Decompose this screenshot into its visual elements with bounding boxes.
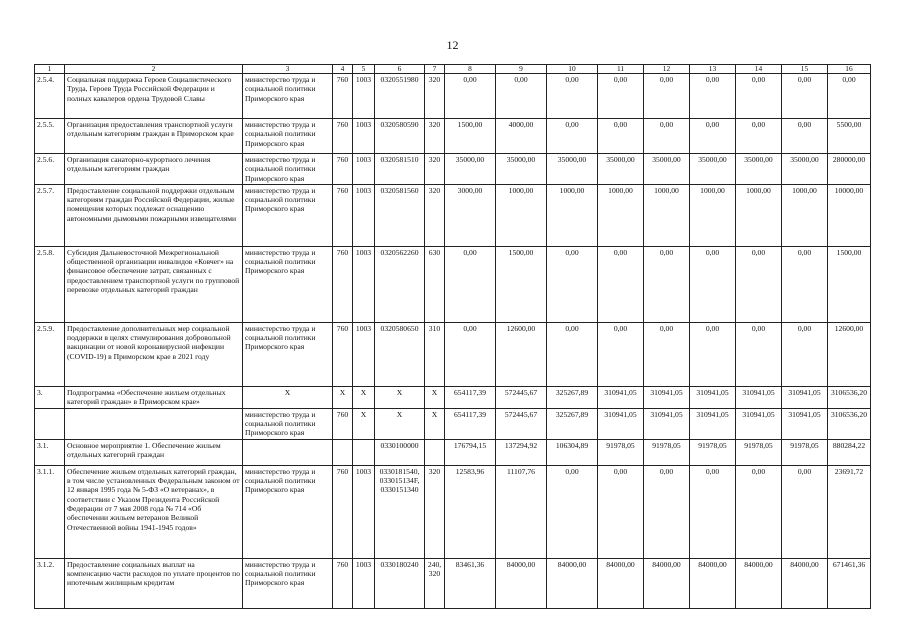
value-cell: 0,00: [736, 465, 782, 558]
row-number-cell: 3.1.: [35, 439, 65, 465]
row-number-cell: 2.5.4.: [35, 74, 65, 119]
value-cell: 0,00: [547, 119, 598, 154]
value-cell: 310941,05: [782, 386, 828, 408]
responsible-cell: министерство труда и социальной политики Приморского края: [243, 322, 333, 386]
value-cell: 0,00: [690, 322, 736, 386]
value-cell: 0,00: [644, 465, 690, 558]
value-cell: 320: [425, 184, 445, 246]
responsible-cell: министерство труда и социальной политики Приморского края: [243, 465, 333, 558]
value-cell: 1000,00: [598, 184, 644, 246]
value-cell: 0,00: [690, 246, 736, 322]
description-cell: Предоставление социальной поддержки отдельным категориям граждан Российской Федерации, жилые помещения которых подлежат оснащению автономными дымовыми пожарными извещателями: [65, 184, 243, 246]
responsible-cell: [243, 439, 333, 465]
value-cell: Х: [375, 386, 425, 408]
responsible-cell: министерство труда и социальной политики Приморского края: [243, 154, 333, 185]
table-row: [35, 386, 871, 408]
header-cell: 4: [333, 65, 353, 74]
value-cell: 1500,00: [445, 119, 496, 154]
value-cell: 880284,22: [828, 439, 871, 465]
table-row: [35, 465, 871, 558]
value-cell: 5500,00: [828, 119, 871, 154]
row-number-cell: 2.5.7.: [35, 184, 65, 246]
value-cell: 0,00: [598, 74, 644, 119]
value-cell: 1003: [353, 119, 375, 154]
value-cell: 23691,72: [828, 465, 871, 558]
value-cell: 0320580650: [375, 322, 425, 386]
value-cell: 1000,00: [644, 184, 690, 246]
value-cell: 0,00: [736, 246, 782, 322]
value-cell: 12583,96: [445, 465, 496, 558]
value-cell: 1003: [353, 322, 375, 386]
value-cell: 91978,05: [736, 439, 782, 465]
table-row: [35, 154, 871, 185]
value-cell: 310941,05: [644, 408, 690, 439]
description-cell: Обеспечение жильем отдельных категорий граждан, в том числе установленных Федеральным законом от 12 января 1995 года № 5-ФЗ «О ветеранах», в соответствии с Указом Президента Российской Федерации от 7 мая 2008 года № 714 «Об обеспечении жильем ветеранов Великой Отечественной войны 1941-1945 годов»: [65, 465, 243, 558]
value-cell: 0,00: [644, 246, 690, 322]
value-cell: 12600,00: [828, 322, 871, 386]
value-cell: 137294,92: [496, 439, 547, 465]
value-cell: 0320562260: [375, 246, 425, 322]
value-cell: 760: [333, 119, 353, 154]
value-cell: 760: [333, 558, 353, 608]
value-cell: 0,00: [547, 465, 598, 558]
value-cell: 0,00: [598, 465, 644, 558]
header-cell: 10: [547, 65, 598, 74]
header-cell: 15: [782, 65, 828, 74]
value-cell: 3000,00: [445, 184, 496, 246]
value-cell: 0,00: [736, 322, 782, 386]
value-cell: 0,00: [690, 119, 736, 154]
value-cell: 84000,00: [547, 558, 598, 608]
value-cell: 1003: [353, 74, 375, 119]
value-cell: 0,00: [496, 74, 547, 119]
responsible-cell: министерство труда и социальной политики Приморского края: [243, 246, 333, 322]
value-cell: 84000,00: [598, 558, 644, 608]
value-cell: 0,00: [828, 74, 871, 119]
value-cell: 0,00: [644, 322, 690, 386]
description-cell: Подпрограмма «Обеспечение жильем отдельных категорий граждан» в Приморском крае»: [65, 386, 243, 408]
value-cell: [425, 439, 445, 465]
value-cell: 91978,05: [782, 439, 828, 465]
responsible-cell: министерство труда и социальной политики Приморского края: [243, 119, 333, 154]
value-cell: 760: [333, 74, 353, 119]
value-cell: 106304,89: [547, 439, 598, 465]
value-cell: 0,00: [547, 246, 598, 322]
description-cell: Организация предоставления транспортной услуги отдельным категориям граждан в Приморском крае: [65, 119, 243, 154]
value-cell: 0,00: [598, 322, 644, 386]
value-cell: 0,00: [598, 246, 644, 322]
header-cell: 16: [828, 65, 871, 74]
table-row: [35, 74, 871, 119]
value-cell: 572445,67: [496, 386, 547, 408]
value-cell: 0330180240: [375, 558, 425, 608]
value-cell: 572445,67: [496, 408, 547, 439]
value-cell: Х: [353, 408, 375, 439]
value-cell: 0,00: [736, 74, 782, 119]
value-cell: 35000,00: [736, 154, 782, 185]
value-cell: Х: [375, 408, 425, 439]
value-cell: 35000,00: [644, 154, 690, 185]
row-number-cell: [35, 408, 65, 439]
header-cell: 6: [375, 65, 425, 74]
value-cell: 0,00: [736, 119, 782, 154]
description-cell: Основное мероприятие 1. Обеспечение жильем отдельных категорий граждан: [65, 439, 243, 465]
table-row: [35, 558, 871, 608]
value-cell: 310941,05: [690, 408, 736, 439]
header-cell: 14: [736, 65, 782, 74]
value-cell: 280000,00: [828, 154, 871, 185]
value-cell: 760: [333, 408, 353, 439]
value-cell: Х: [425, 386, 445, 408]
page-number: 12: [446, 38, 459, 52]
value-cell: 91978,05: [644, 439, 690, 465]
value-cell: 760: [333, 246, 353, 322]
value-cell: 320: [425, 465, 445, 558]
value-cell: 0,00: [782, 246, 828, 322]
description-cell: Организация санаторно-курортного лечения отдельным категориям граждан: [65, 154, 243, 185]
value-cell: 10000,00: [828, 184, 871, 246]
table-row: [35, 408, 871, 439]
description-cell: [65, 408, 243, 439]
value-cell: 760: [333, 154, 353, 185]
value-cell: 0,00: [644, 119, 690, 154]
row-number-cell: 3.1.2.: [35, 558, 65, 608]
value-cell: 1500,00: [496, 246, 547, 322]
value-cell: 760: [333, 465, 353, 558]
row-number-cell: 2.5.6.: [35, 154, 65, 185]
value-cell: 310941,05: [690, 386, 736, 408]
value-cell: 91978,05: [690, 439, 736, 465]
table-row: [35, 322, 871, 386]
responsible-cell: министерство труда и социальной политики Приморского края: [243, 558, 333, 608]
table-row: [35, 439, 871, 465]
value-cell: 0330181540, 033015134F, 0330151340: [375, 465, 425, 558]
value-cell: 35000,00: [496, 154, 547, 185]
header-cell: 2: [65, 65, 243, 74]
value-cell: 1000,00: [547, 184, 598, 246]
value-cell: 0,00: [445, 322, 496, 386]
value-cell: 654117,39: [445, 386, 496, 408]
value-cell: 760: [333, 184, 353, 246]
value-cell: 630: [425, 246, 445, 322]
header-cell: 1: [35, 65, 65, 74]
value-cell: 310941,05: [736, 386, 782, 408]
value-cell: 0,00: [547, 74, 598, 119]
value-cell: 91978,05: [598, 439, 644, 465]
table-header-row: [35, 65, 871, 74]
responsible-cell: министерство труда и социальной политики Приморского края: [243, 184, 333, 246]
value-cell: 84000,00: [496, 558, 547, 608]
header-cell: 7: [425, 65, 445, 74]
row-number-cell: 2.5.9.: [35, 322, 65, 386]
value-cell: 1000,00: [496, 184, 547, 246]
value-cell: 325267,89: [547, 386, 598, 408]
value-cell: 1003: [353, 558, 375, 608]
value-cell: 310: [425, 322, 445, 386]
row-number-cell: 2.5.5.: [35, 119, 65, 154]
value-cell: 0,00: [782, 74, 828, 119]
value-cell: 760: [333, 322, 353, 386]
value-cell: 0,00: [445, 246, 496, 322]
value-cell: 310941,05: [644, 386, 690, 408]
value-cell: 0320580590: [375, 119, 425, 154]
header-cell: 11: [598, 65, 644, 74]
value-cell: 35000,00: [547, 154, 598, 185]
value-cell: 1003: [353, 465, 375, 558]
description-cell: Социальная поддержка Героев Социалистического Труда, Героев Труда Российской Федерации и полных кавалеров ордена Трудовой Славы: [65, 74, 243, 119]
value-cell: Х: [425, 408, 445, 439]
value-cell: 320: [425, 119, 445, 154]
row-number-cell: 3.1.1.: [35, 465, 65, 558]
value-cell: 84000,00: [782, 558, 828, 608]
header-cell: 13: [690, 65, 736, 74]
value-cell: 3106536,20: [828, 408, 871, 439]
value-cell: 0,00: [598, 119, 644, 154]
value-cell: 654117,39: [445, 408, 496, 439]
row-number-cell: 3.: [35, 386, 65, 408]
value-cell: [333, 439, 353, 465]
value-cell: 240, 320: [425, 558, 445, 608]
value-cell: 35000,00: [690, 154, 736, 185]
value-cell: 1003: [353, 184, 375, 246]
description-cell: Предоставление дополнительных мер социальной поддержки в целях стимулирования добровольной вакцинации от новой коронавирусной инфекции (COVID-19) в Приморском крае в 2021 году: [65, 322, 243, 386]
value-cell: 0,00: [782, 119, 828, 154]
value-cell: 1000,00: [736, 184, 782, 246]
header-cell: 9: [496, 65, 547, 74]
table-row: [35, 119, 871, 154]
budget-table: [34, 64, 871, 609]
value-cell: 35000,00: [445, 154, 496, 185]
value-cell: 35000,00: [782, 154, 828, 185]
value-cell: 1000,00: [690, 184, 736, 246]
value-cell: 0,00: [690, 465, 736, 558]
value-cell: 4000,00: [496, 119, 547, 154]
value-cell: 1000,00: [782, 184, 828, 246]
responsible-cell: министерство труда и социальной политики Приморского края: [243, 408, 333, 439]
value-cell: [353, 439, 375, 465]
value-cell: 325267,89: [547, 408, 598, 439]
value-cell: 176794,15: [445, 439, 496, 465]
value-cell: 0,00: [782, 465, 828, 558]
description-cell: Субсидия Дальневосточной Межрегиональной общественной организации инвалидов «Ковчег» на финансовое обеспечение затрат, связанных с предоставлением транспортной услуги по групповой перевозке отдельных категорий граждан: [65, 246, 243, 322]
description-cell: Предоставление социальных выплат на компенсацию части расходов по уплате процентов по ипотечным жилищным кредитам: [65, 558, 243, 608]
responsible-cell: министерство труда и социальной политики Приморского края: [243, 74, 333, 119]
value-cell: 1500,00: [828, 246, 871, 322]
header-cell: 5: [353, 65, 375, 74]
value-cell: 310941,05: [598, 386, 644, 408]
row-number-cell: 2.5.8.: [35, 246, 65, 322]
value-cell: 310941,05: [782, 408, 828, 439]
header-cell: 3: [243, 65, 333, 74]
value-cell: 84000,00: [690, 558, 736, 608]
value-cell: 84000,00: [736, 558, 782, 608]
value-cell: 310941,05: [736, 408, 782, 439]
value-cell: 11107,76: [496, 465, 547, 558]
value-cell: 84000,00: [644, 558, 690, 608]
value-cell: 35000,00: [598, 154, 644, 185]
value-cell: 671461,36: [828, 558, 871, 608]
value-cell: 0,00: [547, 322, 598, 386]
header-cell: 12: [644, 65, 690, 74]
table-row: [35, 246, 871, 322]
value-cell: 310941,05: [598, 408, 644, 439]
value-cell: 0,00: [644, 74, 690, 119]
value-cell: 83461,36: [445, 558, 496, 608]
value-cell: 320: [425, 154, 445, 185]
value-cell: 1003: [353, 246, 375, 322]
value-cell: 12600,00: [496, 322, 547, 386]
responsible-cell: Х: [243, 386, 333, 408]
value-cell: Х: [353, 386, 375, 408]
value-cell: 0,00: [782, 322, 828, 386]
table-row: [35, 184, 871, 246]
value-cell: 0,00: [690, 74, 736, 119]
header-cell: 8: [445, 65, 496, 74]
value-cell: Х: [333, 386, 353, 408]
value-cell: 0320581560: [375, 184, 425, 246]
value-cell: 0330100000: [375, 439, 425, 465]
value-cell: 0320551980: [375, 74, 425, 119]
value-cell: 3106536,20: [828, 386, 871, 408]
value-cell: 320: [425, 74, 445, 119]
value-cell: 0,00: [445, 74, 496, 119]
value-cell: 0320581510: [375, 154, 425, 185]
value-cell: 1003: [353, 154, 375, 185]
